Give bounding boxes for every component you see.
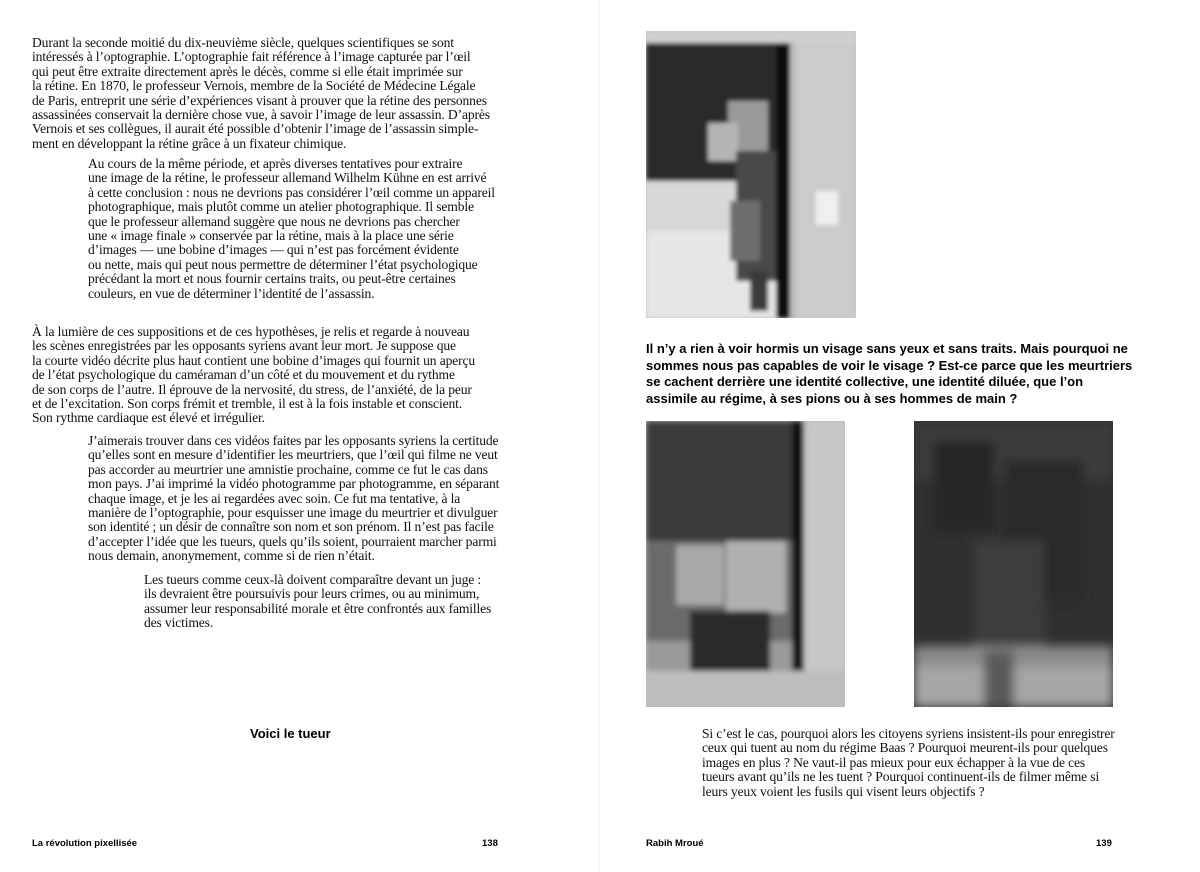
text-line: À la lumière de ces suppositions et de ces hypothèses, je relis et regarde à nouveau (32, 324, 470, 339)
text-line: mon pays. J’ai imprimé la vidéo photogramme par photogramme, en séparant (88, 476, 500, 492)
text-line: assumer leur responsabilité morale et être confrontés aux familles (144, 600, 492, 616)
video-still-dark-frame (914, 421, 1113, 707)
text-line: et de l’excitation. Son corps frémit et tremble, il est à la fois instable et conscient. (32, 396, 462, 412)
quote-line: assimile au régime, à ses pions ou à ses hommes de main ? (646, 390, 1018, 406)
paragraph-citoyens (702, 727, 1115, 799)
paragraph-kuhne (88, 157, 495, 301)
pull-quote (646, 341, 1156, 407)
text-line: qui peut être extraite directement après le décès, comme si elle était imprimée sur (32, 63, 463, 79)
text-line: Au cours de la même période, et après diverses tentatives pour extraire (88, 156, 463, 171)
text-line: nous demain, anonymement, comme si de rien n’était. (88, 548, 375, 564)
quote-line: Il n’y a rien à voir hormis un visage sans yeux et sans traits. Mais pourquoi ne (646, 341, 1128, 356)
text-line: Son rythme cardiaque est élevé et irrégulier. (32, 410, 265, 426)
text-line: qu’elles sont en mesure d’identifier les meurtriers, que l’œil qui filme ne veut (88, 447, 498, 463)
text-line: les scènes enregistrées par les opposants syriens avant leur mort. Je suppose que (32, 338, 456, 354)
paragraph-tueurs (144, 573, 491, 631)
text-line: ceux qui tuent au nom du régime Baas ? Pourquoi meurent-ils pour quelques (702, 740, 1108, 756)
paragraph-videos (88, 434, 499, 564)
paragraph-optographie (32, 36, 490, 151)
text-line: J’aimerais trouver dans ces vidéos faites par les opposants syriens la certitude (88, 433, 499, 448)
video-still-closeup-figure (646, 421, 845, 707)
text-line: chaque image, et je les ai regardées avec soin. Ce fut ma tentative, à la (88, 490, 461, 506)
text-line: des victimes. (144, 615, 214, 631)
text-line: la courte vidéo décrite plus haut contient une bobine d’images qui fournit un aperçu (32, 352, 476, 368)
text-line: Si c’est le cas, pourquoi alors les citoyens syriens insistent-ils pour enregistrer (702, 726, 1115, 741)
text-line: couleurs, en vue de déterminer l’identité de l’assassin. (88, 285, 375, 301)
text-line: de Paris, entreprit une série d’expériences visant à prouver que la rétine des personnes (32, 92, 487, 108)
page-number-right: 139 (1096, 838, 1112, 849)
text-line: assassinées conservait la dernière chose vue, à savoir l’image de leur assassin. D’après (32, 107, 490, 123)
text-line: leurs yeux voient les fusils qui visent leurs objectifs ? (702, 783, 985, 799)
quote-line: sommes nous pas capables de voir le visage ? Est-ce parce que les meurtriers (646, 357, 1133, 373)
text-line: de l’état psychologique du caméraman d’un côté et du mouvement et du rythme (32, 367, 455, 383)
text-line: la rétine. En 1870, le professeur Vernois, membre de la Société de Médecine Légale (32, 78, 476, 94)
text-line: Vernois et ses collègues, il aurait été possible d’obtenir l’image de l’assassin simple- (32, 121, 479, 137)
text-line: images en plus ? Ne vaut-il pas mieux pour eux échapper à la vue de ces (702, 754, 1086, 770)
text-line: une image de la rétine, le professeur allemand Wilhelm Kühne en est arrivé (88, 170, 487, 186)
quote-line: se cachent derrière une identité collective, une identité diluée, que l’on (646, 374, 1084, 390)
text-line: Les tueurs comme ceux-là doivent comparaître devant un juge : (144, 572, 481, 587)
text-line: que le professeur allemand suggère que nous ne devrions pas chercher (88, 213, 460, 229)
text-line: ment en développant la rétine grâce à un fixateur chimique. (32, 135, 347, 151)
text-line: d’images — une bobine d’images — qui n’est pas forcément évidente (88, 242, 459, 258)
text-line: de son corps de l’autre. Il éprouve de la nervosité, du stress, de l’anxiété, de la peur (32, 381, 472, 397)
video-still-doorway (646, 31, 856, 318)
text-line: son identité ; un désir de connaître son nom et son prénom. Il n’est pas facile (88, 519, 494, 535)
paragraph-suppositions (32, 325, 475, 426)
text-line: ils devraient être poursuivis pour leurs crimes, ou au minimum, (144, 586, 480, 602)
text-line: précédant la mort et nous fournir certains traits, ou peut-être certaines (88, 271, 456, 287)
footer-book-title: La révolution pixellisée (32, 838, 138, 849)
text-line: ou nette, mais qui peut nous permettre de déterminer l’état psychologique (88, 256, 478, 272)
text-line: tueurs avant qu’ils ne les tuent ? Pourquoi continuent-ils de filmer même si (702, 769, 1100, 785)
text-line: pas accorder au meurtrier une amnistie prochaine, comme ce fut le cas dans (88, 461, 488, 477)
text-line: une « image finale » conservée par la rétine, mais à la place une série (88, 228, 454, 244)
text-line: d’accepter l’idée que les tueurs, quels qu’ils soient, pourraient marcher parmi (88, 533, 497, 549)
text-line: Durant la seconde moitié du dix-neuvième siècle, quelques scientifiques se sont (32, 35, 454, 50)
text-line: à cette conclusion : nous ne devrions pas considérer l’œil comme un appareil (88, 184, 495, 200)
text-line: photographique, mais plutôt comme un atelier photographique. Il semble (88, 199, 474, 215)
caption-voici-le-tueur: Voici le tueur (250, 726, 331, 741)
footer-author: Rabih Mroué (646, 838, 704, 849)
page-number-left: 138 (482, 838, 498, 849)
text-line: intéressés à l’optographie. L’optographie fait référence à l’image capturée par l’œil (32, 49, 471, 65)
text-line: manière de l’optographie, pour esquisser une image du meurtrier et divulguer (88, 505, 498, 521)
